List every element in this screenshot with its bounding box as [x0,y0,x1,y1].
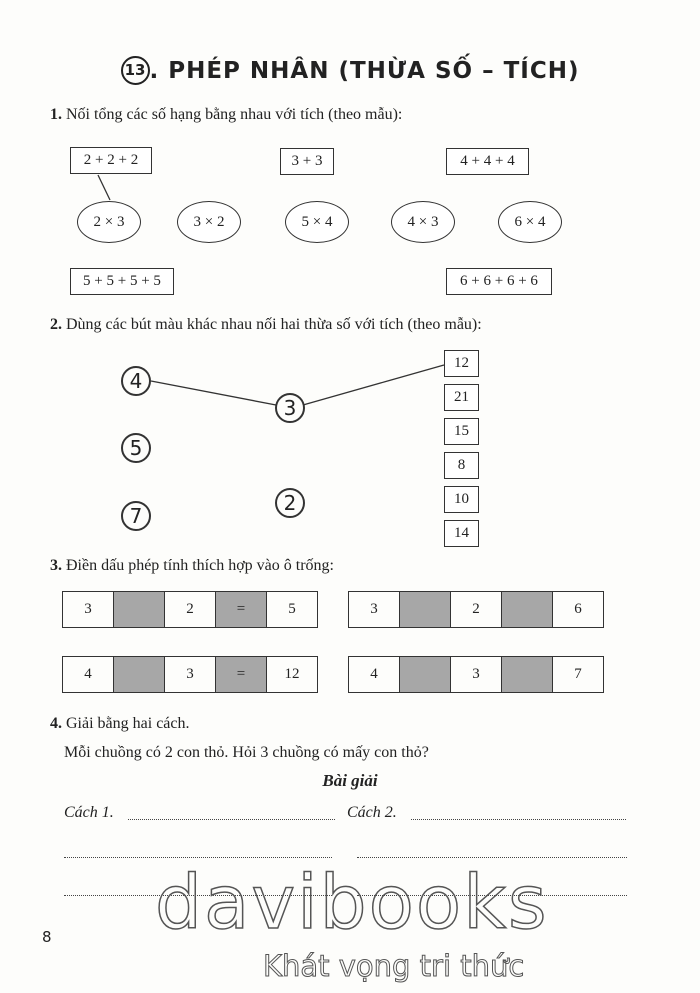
equation-row [348,591,604,628]
operand-cell: 2 [451,592,502,627]
answer-line[interactable] [64,856,332,858]
operand-cell: 3 [165,657,216,692]
answer-line[interactable] [128,818,335,820]
example-line-q2-left [151,381,276,405]
operator-blank[interactable] [502,592,553,627]
factor-circle[interactable]: 7 [121,501,151,531]
product-oval[interactable]: 5 × 4 [285,201,349,243]
result-cell: 6 [574,601,582,617]
question-4-prompt: Giải bằng hai cách. [66,715,190,732]
question-2 [50,316,482,334]
equation-row [62,656,318,693]
example-line-q1 [98,175,110,200]
method-1-label: Cách 1. [64,804,114,821]
question-3 [50,557,334,575]
equation-row [348,656,604,693]
sum-box[interactable]: 3 + 3 [280,148,334,175]
example-line-q2-right [303,365,444,405]
operand-cell: 4 [63,657,114,692]
result-cell: 12 [284,666,300,682]
sum-box[interactable]: 5 + 5 + 5 + 5 [70,268,174,295]
operand-cell: 3 [451,657,502,692]
operand-cell: 3 [63,592,114,627]
question-4 [50,715,190,733]
question-3-prompt: Điền dấu phép tính thích hợp vào ô trống: [66,557,334,574]
problem-text: Mỗi chuồng có 2 con thỏ. Hỏi 3 chuồng có mấy con thỏ? [64,744,429,761]
question-1-number: 1. [50,106,62,123]
result-cell: 7 [574,666,582,682]
product-oval[interactable]: 2 × 3 [77,201,141,243]
operator-blank[interactable] [400,592,451,627]
operator-blank[interactable] [114,592,165,627]
watermark-slogan: Khát vọng tri thức [263,949,525,983]
operand-cell: 2 [165,592,216,627]
operand-cell: 4 [349,657,400,692]
answer-line[interactable] [411,818,626,820]
product-box[interactable]: 15 [444,418,479,445]
product-box[interactable]: 21 [444,384,479,411]
watermark-brand: davibooks [155,860,549,946]
operator-blank[interactable] [502,657,553,692]
question-1-prompt: Nối tổng các số hạng bằng nhau với tích (theo mẫu): [66,106,403,123]
product-box[interactable]: 8 [444,452,479,479]
sum-box[interactable]: 6 + 6 + 6 + 6 [446,268,552,295]
sum-box[interactable]: 2 + 2 + 2 [70,147,152,174]
question-4-number: 4. [50,715,62,732]
factor-circle[interactable]: 2 [275,488,305,518]
question-2-number: 2. [50,316,62,333]
lesson-number: 13 [121,56,150,85]
operator-blank[interactable] [400,657,451,692]
question-3-number: 3. [50,557,62,574]
solution-heading: Bài giải [322,771,378,790]
product-box[interactable]: 14 [444,520,479,547]
factor-circle[interactable]: 3 [275,393,305,423]
equation-row [62,591,318,628]
product-oval[interactable]: 6 × 4 [498,201,562,243]
result-cell: 5 [288,601,296,617]
product-oval[interactable]: 4 × 3 [391,201,455,243]
page-number: 8 [42,928,52,946]
method-2-label: Cách 2. [347,804,397,821]
product-oval[interactable]: 3 × 2 [177,201,241,243]
operand-cell: 3 [349,592,400,627]
factor-circle[interactable]: 4 [121,366,151,396]
product-box[interactable]: 10 [444,486,479,513]
equals-cell: = [216,592,267,627]
question-2-prompt: Dùng các bút màu khác nhau nối hai thừa số với tích (theo mẫu): [66,316,482,333]
equals-cell: = [216,657,267,692]
sum-box[interactable]: 4 + 4 + 4 [446,148,529,175]
factor-circle[interactable]: 5 [121,433,151,463]
operator-blank[interactable] [114,657,165,692]
answer-line[interactable] [357,856,627,858]
product-box[interactable]: 12 [444,350,479,377]
lesson-title: . PHÉP NHÂN (THỪA SỐ – TÍCH) [149,58,580,84]
